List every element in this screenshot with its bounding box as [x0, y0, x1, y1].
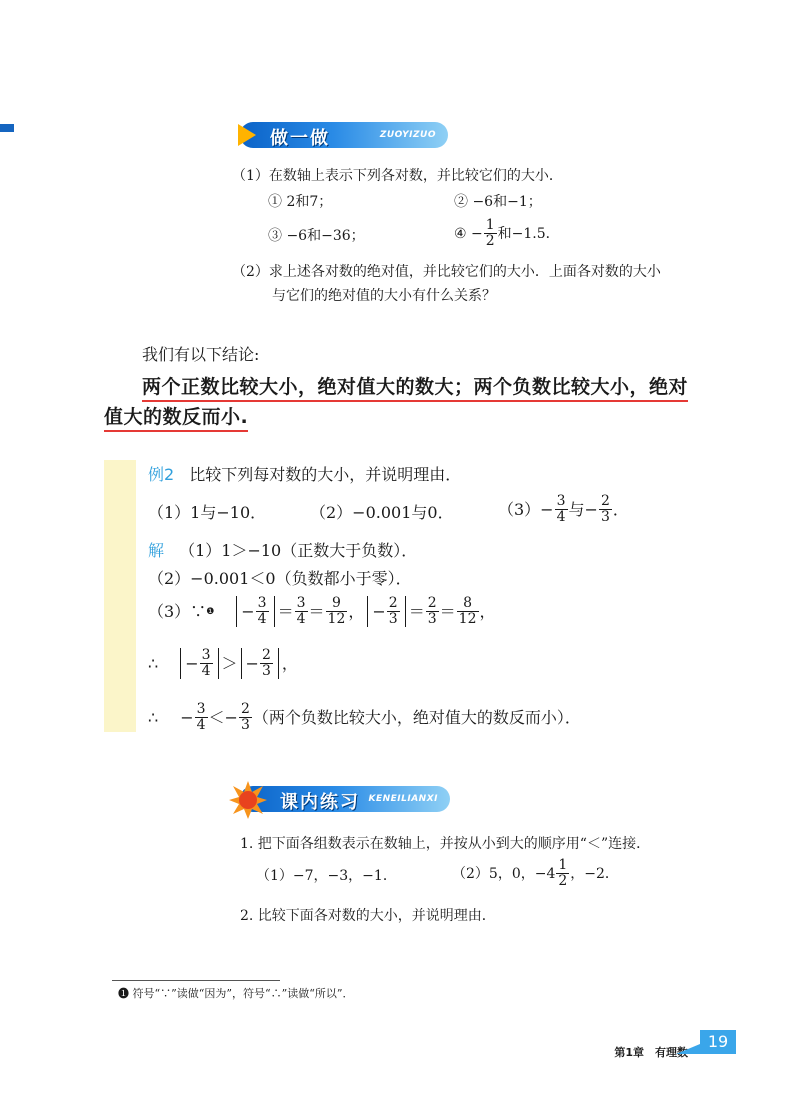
absolute-value: [236, 596, 274, 627]
numerator: 2: [261, 647, 271, 663]
conclusion-intro: 我们有以下结论:: [142, 345, 260, 364]
numerator: 2: [600, 493, 610, 509]
minus-sign: −: [245, 653, 259, 673]
sun-icon: [228, 780, 268, 820]
greater-than: ＞: [221, 653, 238, 673]
comma: ，: [479, 601, 496, 621]
margin-marker: [0, 124, 14, 132]
activity-pair2: ② −6和−1；: [454, 194, 542, 210]
therefore-symbol: ∴: [148, 653, 159, 673]
conclusion-period: .: [240, 406, 249, 428]
denominator: 4: [257, 611, 267, 627]
absolute-value: [367, 596, 405, 627]
minus-sign: −: [241, 601, 255, 621]
denominator: 4: [556, 509, 566, 525]
solution-label: 解: [148, 541, 165, 560]
page-tab-wedge: [676, 1044, 700, 1054]
denominator: 2: [485, 233, 495, 249]
footnote-marker: ❶: [206, 606, 215, 617]
conclusion-line1: [142, 372, 688, 399]
arrow-icon: [238, 124, 256, 146]
example-part2: （2）−0.001与0．: [310, 503, 454, 522]
numerator: 2: [240, 701, 250, 717]
denominator: 3: [240, 717, 250, 733]
example-prompt: 比较下列每对数的大小，并说明理由．: [189, 465, 462, 484]
less-than: ＜: [208, 707, 225, 727]
exercise-1b-prefix: （2）5，0，−4: [452, 865, 556, 882]
equals-sign: ＝: [277, 601, 294, 621]
solution-line5-text: （两个负数比较大小，绝对值大的数反而小）．: [252, 707, 581, 727]
conclusion-line2: [104, 402, 248, 429]
denominator: 3: [427, 611, 437, 627]
minus-sign: −: [224, 707, 238, 727]
minus-sign: −: [185, 653, 199, 673]
minus-sign: −: [180, 707, 194, 727]
denominator: 12: [327, 611, 346, 627]
activity-pair4: [454, 218, 560, 249]
page-number: 19: [700, 1030, 736, 1054]
section-banner-keneilianxi: [240, 786, 450, 812]
denominator: 12: [458, 611, 477, 627]
part3-mid: 与−: [568, 499, 598, 519]
fraction: [599, 494, 612, 525]
denominator: 2: [558, 873, 568, 889]
fraction: [457, 596, 479, 627]
example-part3: [498, 494, 629, 525]
banner-title: 课内练习: [280, 792, 360, 813]
fraction: [295, 596, 308, 627]
denominator: 4: [196, 717, 206, 733]
denominator: 4: [201, 663, 211, 679]
section-banner-zuoyizuo: [240, 122, 448, 148]
numerator: 3: [556, 493, 566, 509]
solution-line2: （2）−0.001＜0（负数都小于零）．: [148, 569, 412, 588]
banner-title: 做一做: [270, 128, 330, 149]
fraction: [256, 596, 269, 627]
solution-line3: [148, 596, 496, 627]
fraction: [426, 596, 439, 627]
numerator: 3: [296, 595, 306, 611]
minus-sign: −: [372, 601, 386, 621]
therefore-symbol: ∴: [148, 707, 159, 727]
absolute-value: [241, 648, 279, 679]
solution-line5: [148, 702, 581, 733]
fraction: [195, 702, 208, 733]
fraction: [387, 596, 400, 627]
activity-q2-line2: 与它们的绝对值的大小有什么关系？: [272, 288, 496, 304]
numerator: 2: [427, 595, 437, 611]
solution-line1: [148, 540, 417, 562]
activity-pair1: ① 2和7；: [268, 194, 333, 210]
chapter-label: 第1章 有理数: [614, 1046, 688, 1059]
activity-q1: （1）在数轴上表示下列各对数，并比较它们的大小．: [232, 168, 563, 184]
fraction: [556, 858, 569, 889]
example-part1: （1）1与−10．: [148, 503, 267, 522]
exercise-2: 2. 比较下面各对数的大小，并说明理由．: [240, 908, 496, 924]
numerator: 3: [196, 701, 206, 717]
example-label: 例2: [148, 465, 175, 484]
numerator: 8: [463, 595, 473, 611]
footnote: ❶ 符号“∵”读做“因为”，符号“∴”读做“所以”．: [118, 987, 354, 1000]
part3-prefix: （3）−: [498, 499, 554, 519]
footnote-divider: [112, 980, 280, 981]
exercise-1b-suffix: ，−2．: [570, 865, 619, 882]
solution-text-1: （1）1＞−10（正数大于负数）．: [179, 541, 418, 560]
fraction: [200, 648, 213, 679]
fraction: [484, 218, 497, 249]
pair4-prefix: ④ −: [454, 225, 483, 242]
exercise-1: 1. 把下面各组数表示在数轴上，并按从小到大的顺序用“＜”连接．: [240, 836, 651, 852]
solution-line4: [148, 648, 298, 679]
exercise-1b: [452, 858, 619, 889]
activity-q2-line1: （2）求上述各对数的绝对值，并比较它们的大小．上面各对数的大小: [232, 264, 661, 280]
exercise-1a: （1）−7，−3，−1．: [256, 868, 397, 884]
because-text: （3）∵: [148, 601, 207, 621]
numerator: 3: [257, 595, 267, 611]
conclusion-text-1: 两个正数比较大小，绝对值大的数大；两个负数比较大小，绝对: [142, 376, 688, 402]
equals-sign: ＝: [308, 601, 325, 621]
conclusion-text-2: [104, 406, 248, 432]
conclusion-text-2-body: 值大的数反而小: [104, 406, 241, 428]
fraction: [555, 494, 568, 525]
comma: ，: [348, 601, 365, 621]
fraction: [239, 702, 252, 733]
comma: ，: [281, 653, 298, 673]
denominator: 3: [600, 509, 610, 525]
equals-sign: ＝: [439, 601, 456, 621]
numerator: 1: [558, 857, 568, 873]
numerator: 3: [201, 647, 211, 663]
example-header: [148, 464, 461, 486]
numerator: 9: [332, 595, 341, 611]
fraction: [326, 596, 348, 627]
numerator: 2: [388, 595, 398, 611]
banner-subtitle: ZUOYIZUO: [379, 130, 436, 140]
denominator: 3: [261, 663, 271, 679]
numerator: 1: [485, 217, 495, 233]
equals-sign: ＝: [408, 601, 425, 621]
absolute-value: [180, 648, 218, 679]
example-sidebar: [104, 460, 136, 732]
pair4-suffix: 和−1.5．: [497, 225, 560, 242]
denominator: 4: [296, 611, 306, 627]
banner-subtitle: KENEILIANXI: [368, 794, 438, 804]
fraction: [260, 648, 273, 679]
part3-end: ．: [612, 499, 629, 519]
denominator: 3: [388, 611, 398, 627]
activity-pair3: ③ −6和−36；: [268, 228, 365, 244]
